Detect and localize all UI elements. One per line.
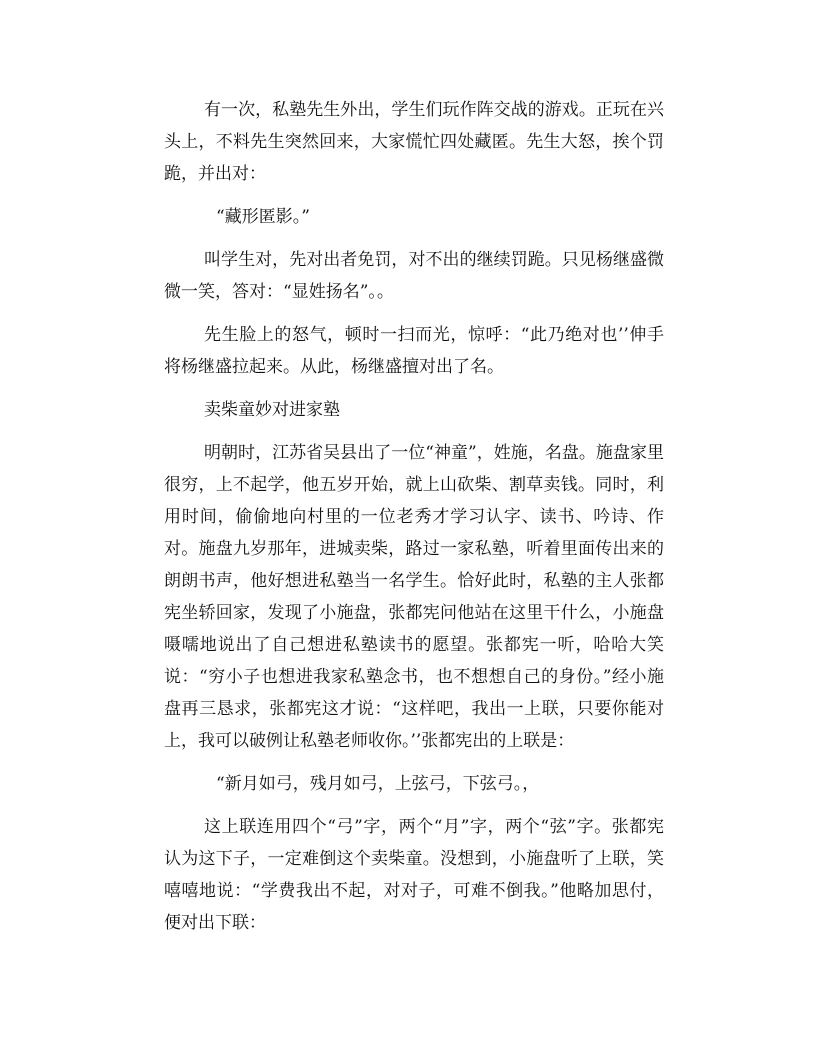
couplet-upper-line: “新月如弓，残月如弓，上弦弓，下弦弓。， — [216, 774, 540, 794]
paragraph-shi-pan-story: 明朝时，江苏省吴县出了一位“神童”，姓施，名盘。施盘家里很穷，上不起学，他五岁开始，就上山砍柴、割草卖钱。同时，利用时间，偷偷地向村里的一位老秀才学习认字、读书、吟诗、作对。施盘九岁那年，进城卖柴，路过一家私塾，听着里面传出来的朗朗书声，他好想进私塾当一名学生。恰好此时，私塾的主人张都宪坐轿回家，发现了小施盘，张都宪问他站在这里干什么，小施盘嗫嚅地说出了自己想进私塾读书的愿望。张都宪一听，哈哈大笑说：“穷小子也想进我家私塾念书，也不想想自己的身份。”经小施盘再三恳求，张都宪这才说：“这样吧，我出一上联，只要你能对上，我可以破例让私塾老师收你。’’张都宪出的上联是： — [164, 443, 664, 751]
section-heading: 卖柴童妙对进家塾 — [204, 400, 340, 420]
paragraph-private-school-story: 有一次，私塾先生外出，学生们玩作阵交战的游戏。正玩在兴头上，不料先生突然回来，大家慌忙四处藏匿。先生大怒，挨个罚跪，并出对： — [164, 100, 664, 184]
document-body — [164, 94, 664, 950]
paragraph-teacher-reaction: 先生脸上的怒气，顿时一扫而光，惊呼：“此乃绝对也’’伸手将杨继盛拉起来。从此，杨继盛擅对出了名。 — [164, 325, 664, 377]
paragraph-answer: 叫学生对，先对出者免罚，对不出的继续罚跪。只见杨继盛微微一笑，答对：“显姓扬名”。。 — [164, 250, 664, 302]
couplet-first-line: “藏形匿影。” — [216, 207, 310, 227]
paragraph-couplet-explanation: 这上联连用四个“弓”字，两个“月”字，两个“弦”字。张都宪认为这下子，一定难倒这个卖柴童。没想到，小施盘听了上联，笑嘻嘻地说：“学费我出不起，对对子，可难不倒我。”他略加思付，便对出下联： — [164, 817, 664, 933]
